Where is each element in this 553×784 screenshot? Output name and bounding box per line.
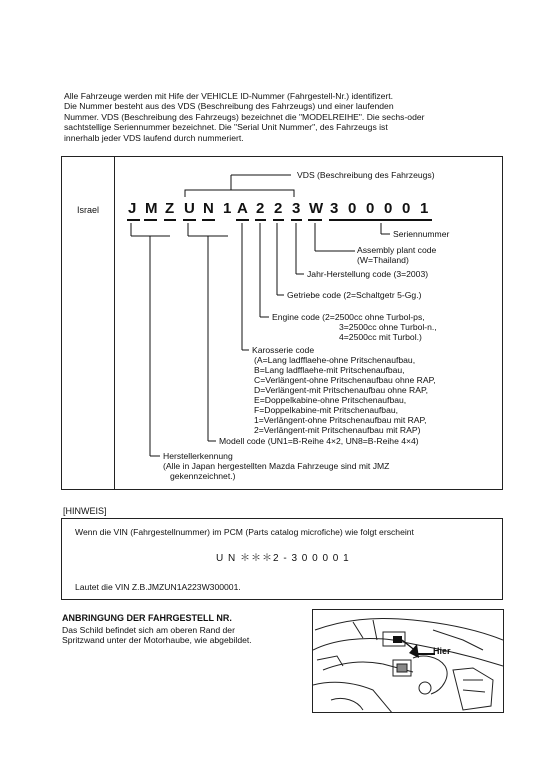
intro-line: Die Nummer besteht aus des VDS (Beschreibung des Fahrzeugs) und einer laufenden (64, 101, 394, 112)
vin-char: M (145, 200, 158, 217)
mounting-title: ANBRINGUNG DER FAHRGESTELL NR. (62, 613, 232, 623)
vin-char: 1 (223, 200, 232, 217)
body-code-line: 1=Verlängent-ohne Pritschenaufbau mit RAP, (254, 415, 427, 425)
body-code-label: Karosserie code (252, 345, 315, 355)
mounting-line: Spritzwand unter der Motorhaube, wie abgebildet. (62, 635, 252, 646)
plant-code-value: (W=Thailand) (357, 255, 409, 265)
hier-label: Hier (433, 646, 451, 656)
body-code-line: F=Doppelkabine-mit Pritschenaufbau, (254, 405, 399, 415)
vin-char: 0 (366, 200, 375, 217)
engine-bay-illustration (312, 609, 504, 713)
vin-char: 3 (330, 200, 339, 217)
model-code-label: Modell code (UN1=B-Reihe 4×2, UN8=B-Reihe 4×4) (219, 436, 419, 446)
note-line: Wenn die VIN (Fahrgestellnummer) im PCM (Parts catalog microfiche) wie folgt erscheint (75, 527, 414, 537)
serial-number-label: Seriennummer (393, 229, 450, 239)
vin-char: 0 (402, 200, 411, 217)
vin-char: U (184, 200, 195, 217)
engine-code-label: Engine code (2=2500cc ohne Turbol-ps, (272, 312, 425, 322)
vin-char: 1 (420, 200, 429, 217)
body-code-line: C=Verlängent-ohne Pritschenaufbau ohne RAP, (254, 375, 436, 385)
vin-char: N (203, 200, 214, 217)
mounting-text (62, 625, 252, 646)
engine-code-line: 3=2500cc ohne Turbol-n., (339, 322, 437, 332)
body-code-line: B=Lang ladfflaehe-mit Pritschenaufbau, (254, 365, 405, 375)
vin-char: 2 (256, 200, 265, 217)
vin-char: 2 (274, 200, 283, 217)
intro-line: Nummer. VDS (Beschreibung des Fahrzeugs) bezeichnet die "MODELREIHE". Die sechs-oder (64, 111, 425, 122)
body-code-line: E=Doppelkabine-ohne Pritschenaufbau, (254, 395, 407, 405)
body-code-line: (A=Lang ladfflaehe-ohne Pritschenaufbau, (254, 355, 416, 365)
plant-code-label: Assembly plant code (357, 245, 437, 255)
intro-line: innerhalb jeder VDS laufend durch nummeriert. (64, 132, 244, 143)
vin-char: 3 (292, 200, 301, 217)
body-code-line: D=Verlängent-mit Pritschenaufbau ohne RAP, (254, 385, 428, 395)
note-line: Lautet die VIN Z.B.JMZUN1A223W300001. (75, 582, 241, 592)
engine-code-line: 4=2500cc mit Turbol.) (339, 332, 422, 342)
vin-char: W (309, 200, 324, 217)
maker-code-line: (Alle in Japan hergestellten Mazda Fahrzeuge sind mit JMZ (163, 461, 390, 471)
vin-char: Z (165, 200, 175, 217)
intro-line: Alle Fahrzeuge werden mit Hife der VEHICLE ID-Nummer (Fahrgestell-Nr.) identifizert. (64, 91, 394, 101)
engine-bay-drawing (313, 610, 504, 713)
maker-code-line: gekennzeichnet.) (170, 471, 236, 481)
year-code-label: Jahr-Herstellung code (3=2003) (307, 269, 429, 279)
vin-char: A (237, 200, 248, 217)
gearbox-code-label: Getriebe code (2=Schaltgetr 5-Gg.) (287, 290, 422, 300)
vin-char: J (128, 200, 137, 217)
vds-label: VDS (Beschreibung des Fahrzeugs) (297, 170, 435, 180)
pcm-code: U N ＊＊＊2 - 3 0 0 0 0 1 (216, 553, 350, 564)
intro-line: sachtstellige Seriennummer bezeichnet. Die "Serial Unit Nummer", des Fahrzeugs ist (64, 122, 388, 133)
maker-code-label: Herstellerkennung (163, 451, 233, 461)
vin-char: 0 (348, 200, 357, 217)
note-title: [HINWEIS] (63, 506, 107, 516)
vin-plate-marker (393, 636, 402, 643)
mounting-line: Das Schild befindet sich am oberen Rand der (62, 625, 235, 635)
country-label: Israel (77, 205, 100, 215)
body-code-line: 2=Verlängent-mit Pritschenaufbau mit RAP) (254, 425, 421, 435)
vin-char: 0 (384, 200, 393, 217)
